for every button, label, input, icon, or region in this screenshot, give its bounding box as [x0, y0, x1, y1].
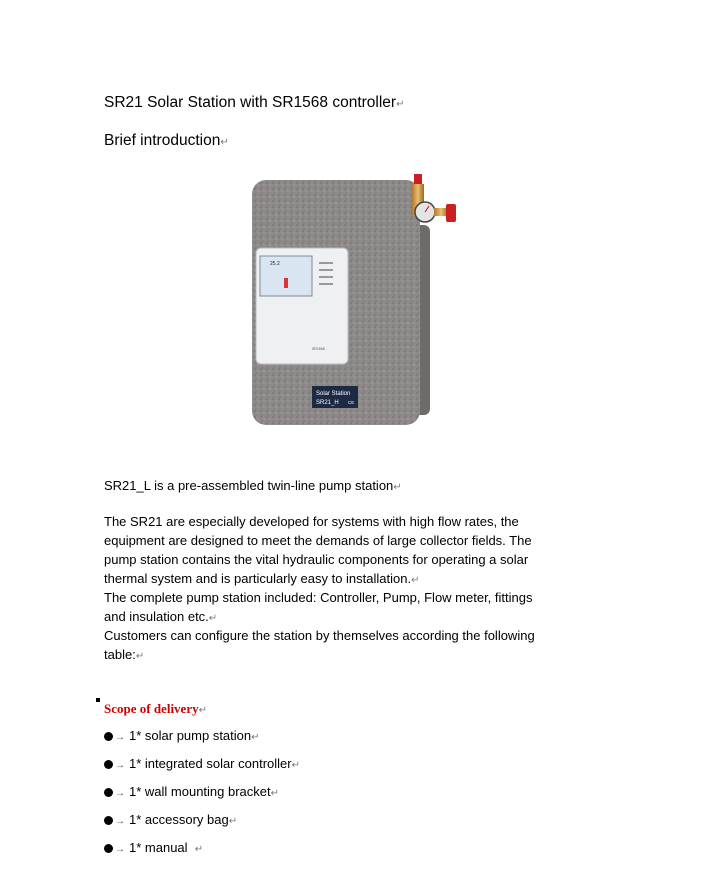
svg-text:SR21_H: SR21_H [316, 400, 339, 406]
display-bar-icon [284, 278, 288, 288]
bullet-icon [104, 788, 113, 797]
list-item: → 1* integrated solar controller↵ [104, 756, 300, 771]
controller-model-text: SR1568 [312, 347, 325, 351]
bullet-icon [104, 732, 113, 741]
section-heading-brief-introduction: Brief introduction↵ [104, 132, 229, 149]
list-item: → 1* wall mounting bracket↵ [104, 784, 279, 799]
list-item: → 1* manual ↵ [104, 840, 203, 855]
paragraph-line: equipment are designed to meet the demands of large collector fields. The [104, 533, 532, 548]
paragraph-line: table:↵ [104, 647, 145, 662]
solar-station-product-image [248, 170, 470, 428]
fill-valve-icon [446, 204, 456, 222]
svg-text:CE: CE [348, 400, 355, 405]
document-title: SR21 Solar Station with SR1568 controller↵ [104, 94, 405, 111]
paragraph-line: thermal system and is particularly easy to installation.↵ [104, 571, 420, 586]
paragraph-line: and insulation etc.↵ [104, 609, 218, 624]
svg-text:Solar Station: Solar Station [316, 391, 351, 397]
paragraph-line: pump station contains the vital hydraulic components for operating a solar [104, 552, 529, 567]
display-reading: 25.2 [270, 261, 280, 267]
bullet-icon [104, 844, 113, 853]
intro-line: SR21_L is a pre-assembled twin-line pump station↵ [104, 478, 402, 493]
anchor-marker [96, 698, 100, 702]
list-item: → 1* solar pump station↵ [104, 728, 260, 743]
scope-of-delivery-heading: Scope of delivery↵ [104, 701, 207, 716]
paragraph-line: The SR21 are especially developed for systems with high flow rates, the [104, 514, 519, 529]
paragraph-line: The complete pump station included: Controller, Pump, Flow meter, fittings [104, 590, 533, 605]
paragraph-line: Customers can configure the station by themselves according the following [104, 628, 535, 643]
safety-valve-icon [414, 174, 422, 184]
controller-display [260, 256, 312, 296]
bullet-icon [104, 816, 113, 825]
list-item: → 1* accessory bag↵ [104, 812, 237, 827]
bullet-icon [104, 760, 113, 769]
